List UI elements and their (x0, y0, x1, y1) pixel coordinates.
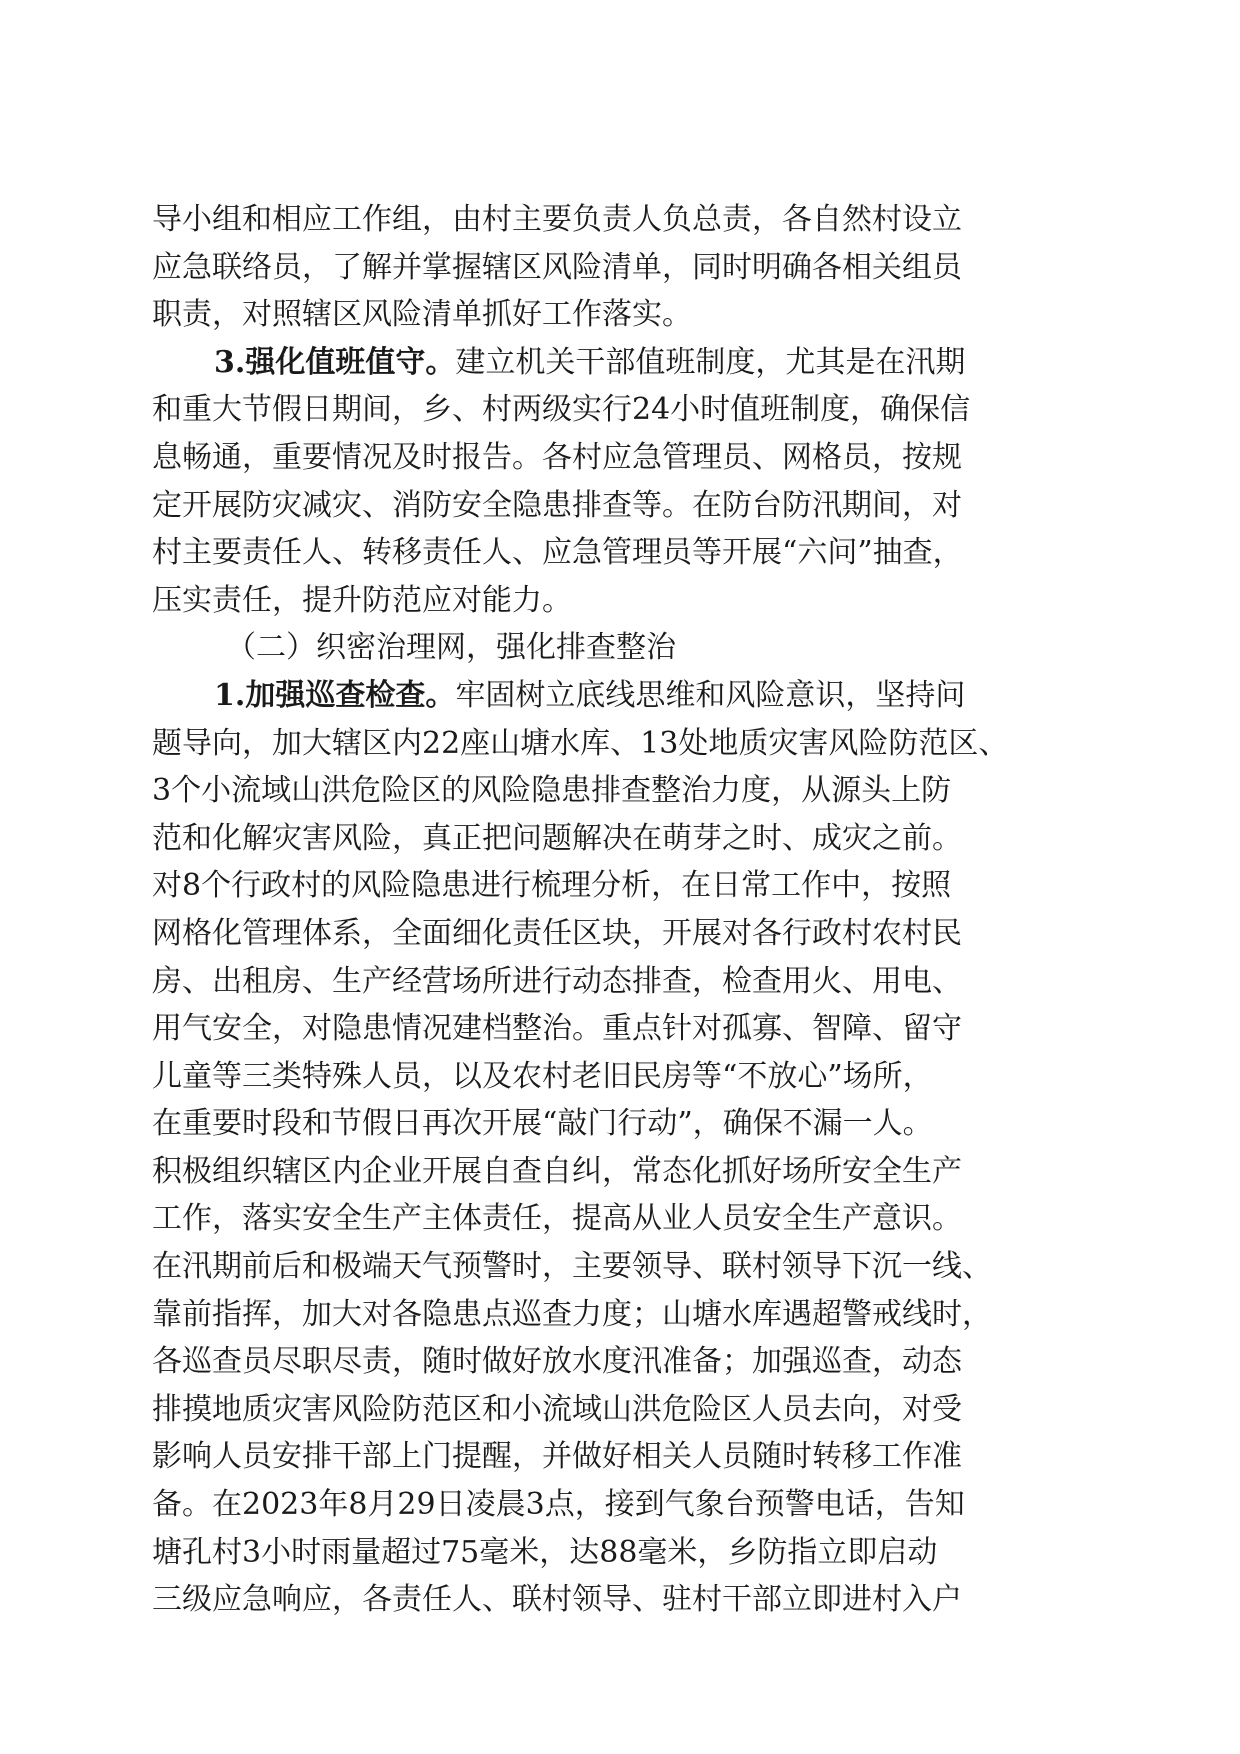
text-line: 3个小流域山洪危险区的风险隐患排查整治力度，从源头上防 (152, 773, 952, 809)
subsection-heading: 1.加强巡查检查。 (214, 677, 456, 713)
text-run: 牢固树立底线思维和风险意识，坚持问 (455, 677, 966, 713)
text-line: 职责，对照辖区风险清单抓好工作落实。 (152, 297, 692, 333)
paragraph-first-line (152, 672, 1092, 720)
text-line: 备。在2023年8月29日凌晨3点，接到气象台预警电话，告知 (152, 1487, 965, 1523)
text-line: 在汛期前后和极端天气预警时，主要领导、联村领导下沉一线、 (152, 1249, 992, 1285)
text-line: 应急联络员，了解并掌握辖区风险清单，同时明确各相关组员 (152, 249, 962, 285)
text-line: 村主要责任人、转移责任人、应急管理员等开展“六问”抽查， (152, 535, 963, 571)
text-line: 息畅通，重要情况及时报告。各村应急管理员、网格员，按规 (152, 439, 962, 475)
text-line: 各巡查员尽职尽责，随时做好放水度汛准备；加强巡查，动态 (152, 1344, 962, 1380)
text-line: 排摸地质灾害风险防范区和小流域山洪危险区人员去向，对受 (152, 1391, 962, 1427)
body-text (152, 196, 1092, 1624)
text-line: 对8个行政村的风险隐患进行梳理分析，在日常工作中，按照 (152, 868, 952, 904)
text-line: 压实责任，提升防范应对能力。 (152, 582, 572, 618)
text-line: 儿童等三类特殊人员，以及农村老旧民房等“不放心”场所， (152, 1058, 933, 1094)
text-line: 房、出租房、生产经营场所进行动态排查，检查用火、用电、 (152, 963, 962, 999)
text-line: 题导向，加大辖区内22座山塘水库、13处地质灾害风险防范区、 (152, 725, 1009, 761)
text-run: 建立机关干部值班制度，尤其是在汛期 (455, 344, 966, 380)
subsection-heading: 3.强化值班值守。 (214, 344, 456, 380)
text-line: 工作，落实安全生产主体责任，提高从业人员安全生产意识。 (152, 1201, 962, 1237)
text-line: 在重要时段和节假日再次开展“敲门行动”，确保不漏一人。 (152, 1106, 933, 1142)
text-line: 网格化管理体系，全面细化责任区块，开展对各行政村农村民 (152, 915, 962, 951)
section-heading: （二）织密治理网，强化排查整治 (226, 630, 676, 666)
text-line: 导小组和相应工作组，由村主要负责人负总责，各自然村设立 (152, 202, 962, 237)
text-line: 三级应急响应，各责任人、联村领导、驻村干部立即进村入户 (152, 1582, 962, 1618)
text-line: 积极组织辖区内企业开展自查自纠，常态化抓好场所安全生产 (152, 1153, 962, 1189)
paragraph-first-line (152, 339, 1092, 387)
text-line: 影响人员安排干部上门提醒，并做好相关人员随时转移工作准 (152, 1439, 962, 1475)
text-line: 范和化解灾害风险，真正把问题解决在萌芽之时、成灾之前。 (152, 820, 962, 856)
text-line: 靠前指挥，加大对各隐患点巡查力度；山塘水库遇超警戒线时， (152, 1296, 992, 1332)
text-line: 和重大节假日期间，乡、村两级实行24小时值班制度，确保信 (152, 392, 971, 428)
text-line: 塘孔村3小时雨量超过75毫米，达88毫米，乡防指立即启动 (152, 1534, 938, 1570)
text-line: 定开展防灾减灾、消防安全隐患排查等。在防台防汛期间，对 (152, 487, 962, 523)
text-line: 用气安全，对隐患情况建档整治。重点针对孤寡、智障、留守 (152, 1011, 962, 1047)
